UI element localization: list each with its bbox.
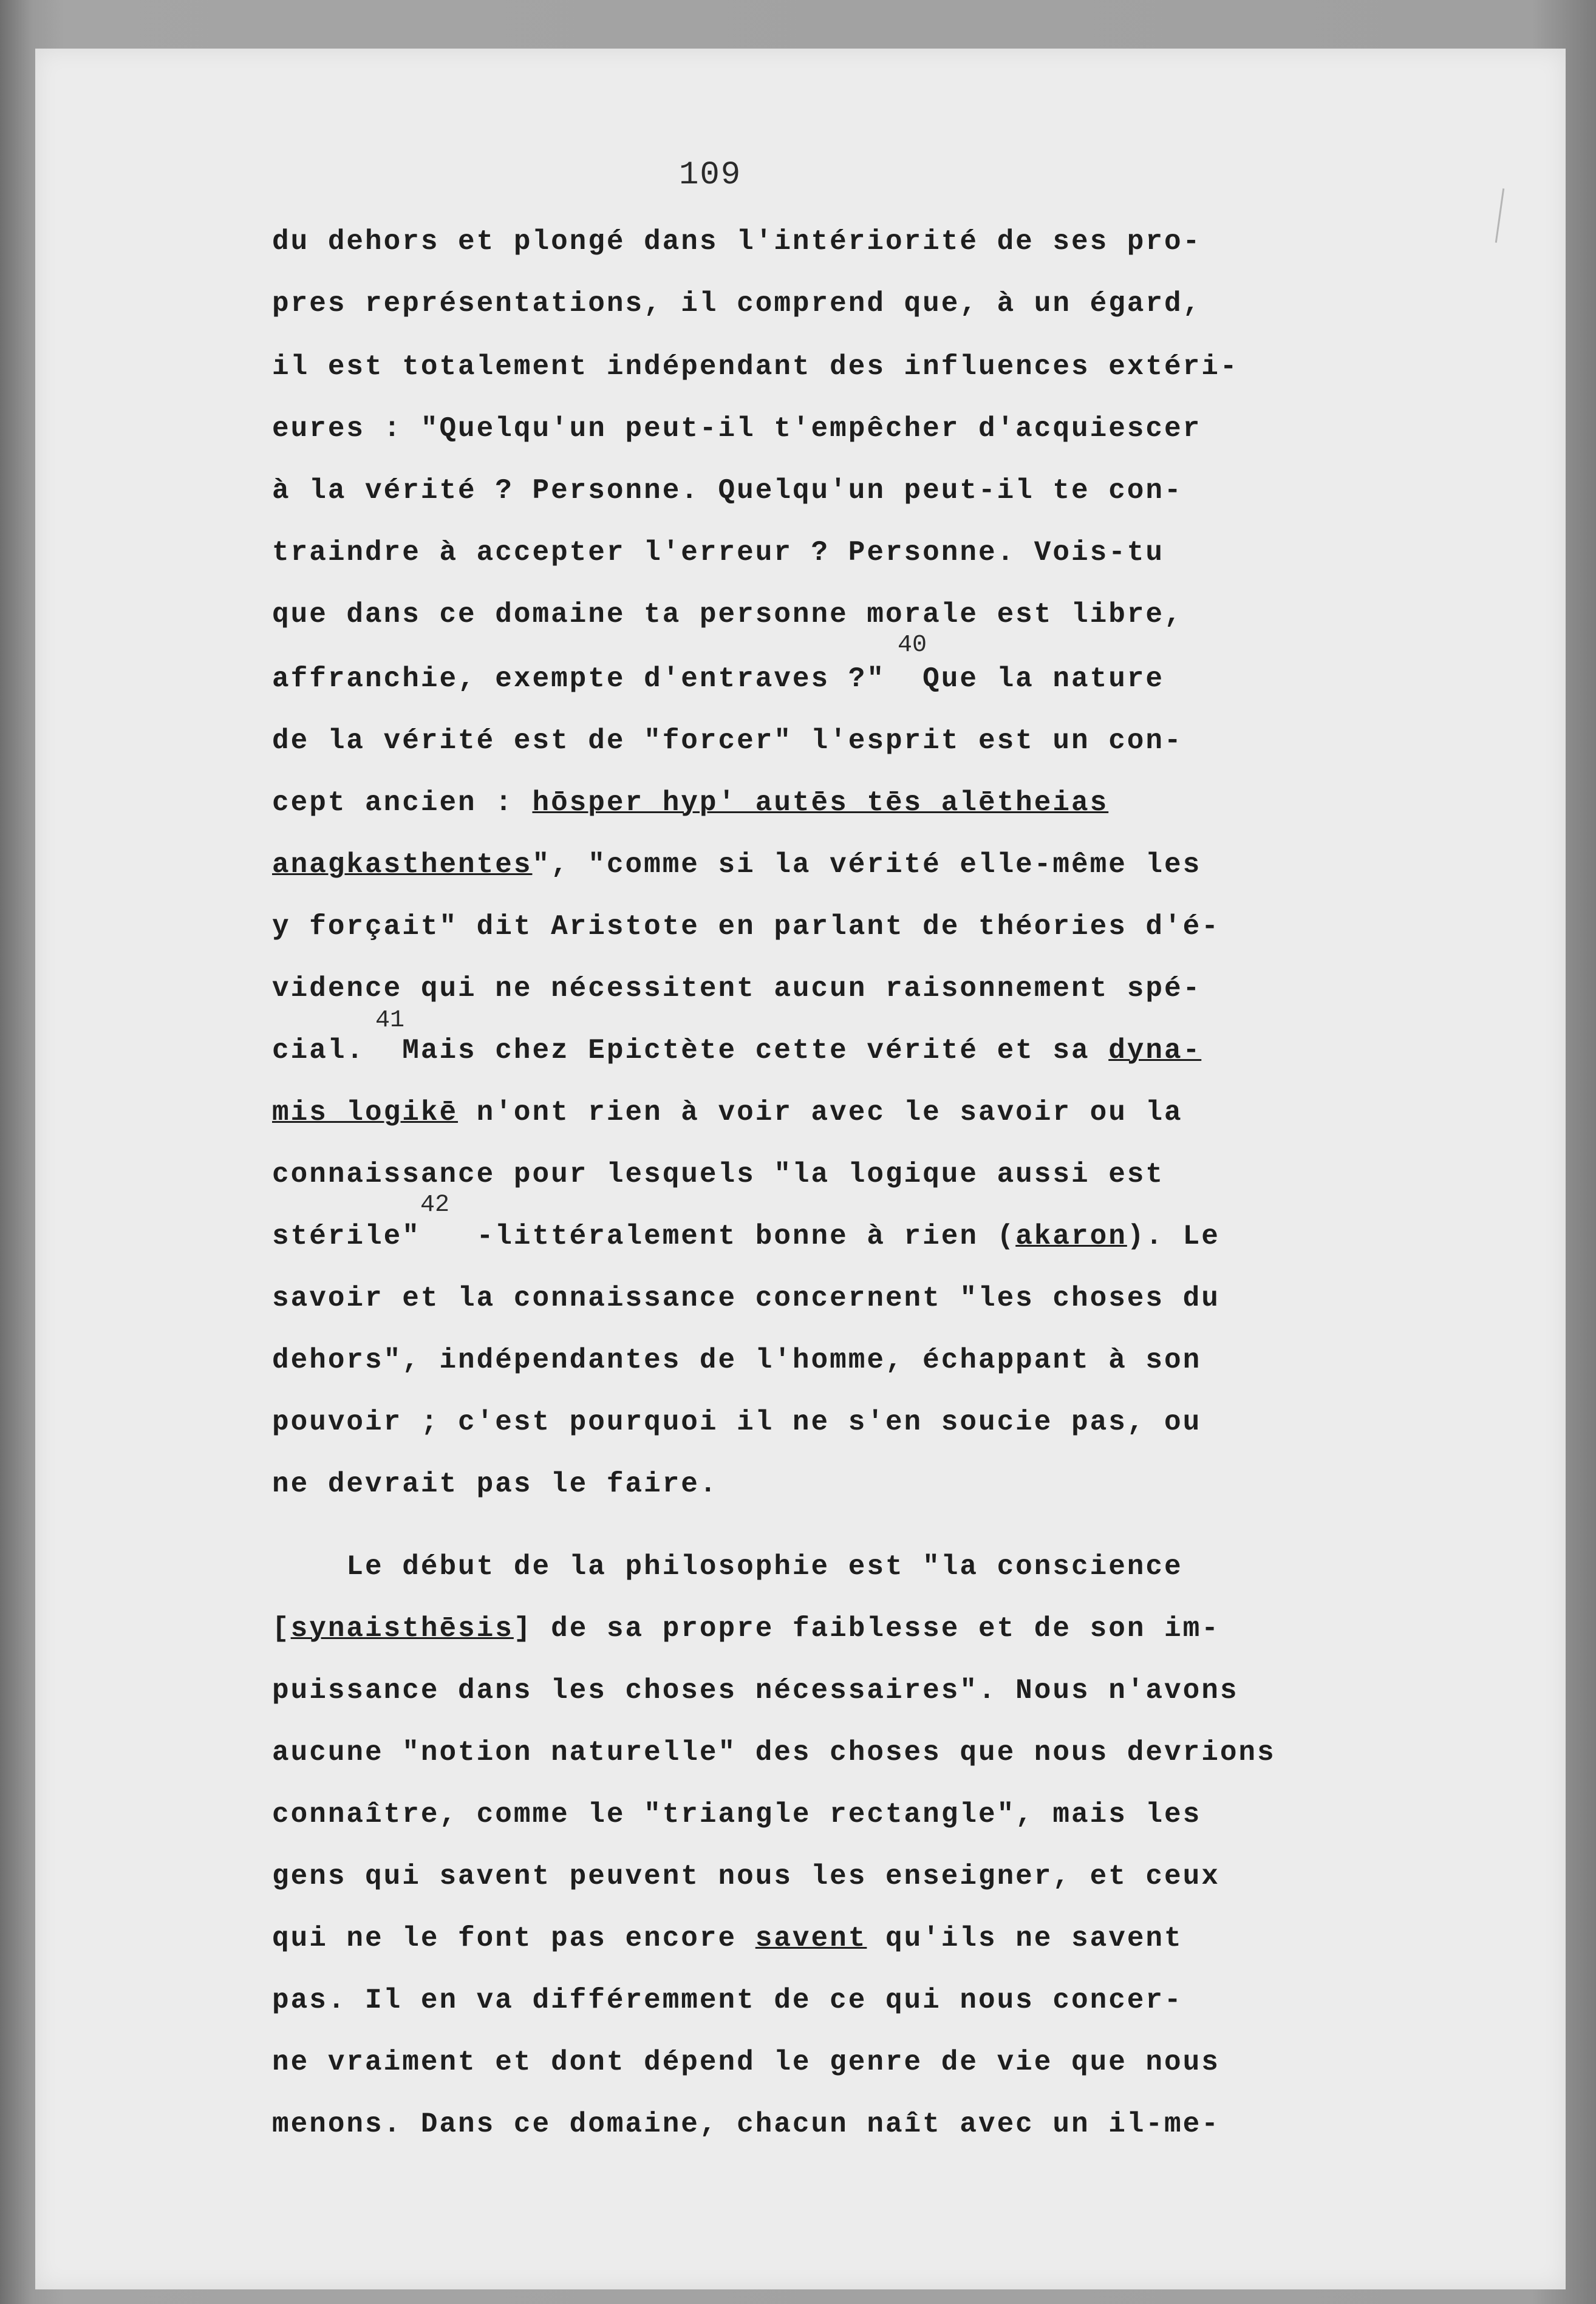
text-line: pas. Il en va différemment de ce qui nous concer- [272,1985,1183,2016]
page-number: 109 [679,157,742,194]
text-line: pouvoir ; c'est pourquoi il ne s'en soucie pas, ou [272,1406,1202,1438]
text-line: menons. Dans ce domaine, chacun naît avec un il-me- [272,2108,1220,2140]
text-line: du dehors et plongé dans l'intériorité de ses pro- [272,226,1202,257]
text-segment: qui ne le font pas encore [272,1923,755,1954]
text-segment: cept ancien : [272,787,533,819]
text-segment: ). Le [1127,1221,1220,1252]
footnote-marker-41: 41 [375,1007,405,1034]
footnote-marker-42: 42 [420,1191,450,1219]
greek-term: dyna- [1108,1035,1202,1066]
greek-term: synaisthēsis [290,1613,514,1644]
greek-term: mis logikē [272,1097,459,1128]
text-line: il est totalement indépendant des influences extéri- [272,351,1239,383]
footnote-marker-40: 40 [898,632,927,659]
text-segment: stérile" -littéralement bonne à rien ( [272,1221,1016,1252]
text-line [272,1035,1201,1066]
text-line: pres représentations, il comprend que, à un égard, [272,288,1202,319]
text-line: Le début de la philosophie est "la conscience [272,1551,1183,1583]
greek-term: hōsper hyp' autēs tēs alētheias [532,787,1109,819]
text-line: connaître, comme le "triangle rectangle", mais les [272,1799,1202,1830]
text-line: gens qui savent peuvent nous les enseigner, et ceux [272,1861,1220,1892]
text-line [272,1923,1183,1954]
text-segment: cial. Mais chez Epictète cette vérité et sa [272,1035,1109,1066]
greek-term: anagkasthentes [272,849,533,881]
text-segment: ", "comme si la vérité elle-même les [532,849,1202,881]
text-segment: ] de sa propre faiblesse et de son im- [513,1613,1220,1644]
text-line: traindre à accepter l'erreur ? Personne. Vois-tu [272,537,1165,568]
text-line: puissance dans les choses nécessaires". Nous n'avons [272,1675,1239,1706]
text-line: de la vérité est de "forcer" l'esprit est un con- [272,725,1183,757]
text-segment: qu'ils ne savent [867,1923,1183,1954]
text-line [272,787,1108,819]
text-line [272,1221,1220,1252]
text-line: que dans ce domaine ta personne morale est libre, [272,599,1183,630]
text-line [272,849,1201,881]
text-line: dehors", indépendantes de l'homme, échappant à son [272,1345,1202,1376]
text-line: ne devrait pas le faire. [272,1468,718,1500]
text-line [272,1613,1220,1644]
text-line: aucune "notion naturelle" des choses que nous devrions [272,1737,1276,1768]
text-line: ne vraiment et dont dépend le genre de vie que nous [272,2047,1220,2078]
text-segment: [ [272,1613,291,1644]
emphasized-word: savent [755,1923,867,1954]
text-segment: n'ont rien à voir avec le savoir ou la [458,1097,1183,1128]
text-line: y forçait" dit Aristote en parlant de théories d'é- [272,911,1220,942]
text-line: affranchie, exempte d'entraves ?" Que la nature [272,663,1165,695]
text-line: connaissance pour lesquels "la logique aussi est [272,1159,1165,1190]
pencil-mark [1495,188,1504,243]
text-line: eures : "Quelqu'un peut-il t'empêcher d'acquiescer [272,413,1202,445]
greek-term: akaron [1015,1221,1127,1252]
text-line: savoir et la connaissance concernent "les choses du [272,1283,1220,1314]
text-line [272,1097,1183,1128]
text-line: à la vérité ? Personne. Quelqu'un peut-il te con- [272,475,1183,506]
text-line: vidence qui ne nécessitent aucun raisonnement spé- [272,973,1202,1004]
